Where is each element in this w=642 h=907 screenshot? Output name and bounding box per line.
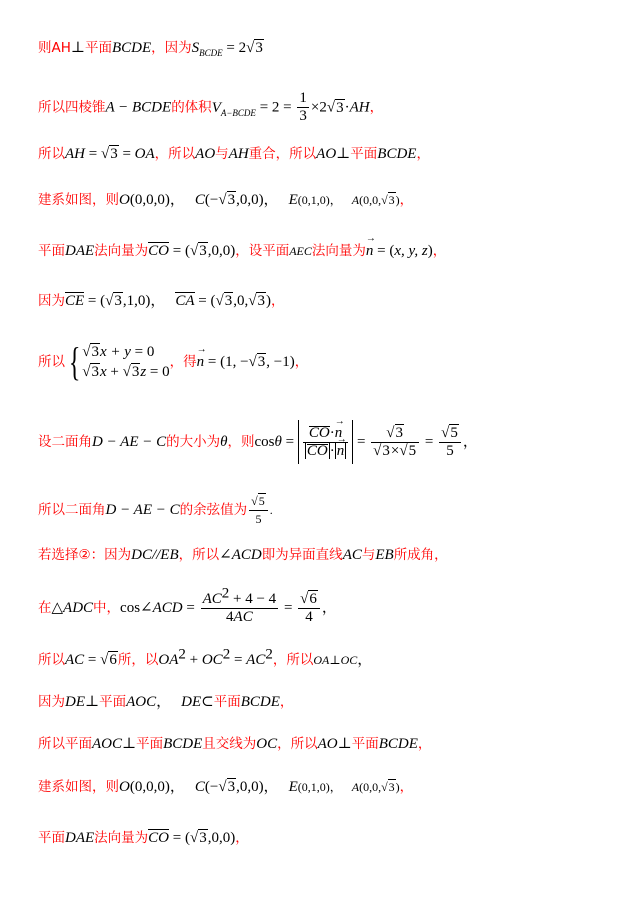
- line-1: 则AH⊥平面BCDE，因为$S_{BCDE} = 2√3$: [38, 40, 263, 58]
- line-4: 建系如图，则O(0,0,0)， C(−√3,0,0)， E(0,1,0)， A(0,0,√3)，: [38, 192, 414, 208]
- line-9: 所以二面角D − AE − C的余弦值为 $\frac{√5}{5}$ .: [38, 493, 273, 526]
- line-14: 所以平面AOC⊥平面BCDE且交线为OC，所以AO⊥平面BCDE，: [38, 736, 432, 752]
- line-7: 所以{ √3x + y = 0 √3x + √3z = 0 ，得→ n = (1, −√3, −1)，: [38, 340, 632, 384]
- line-2: 所以四棱锥A − BCDE的体积$V_{A-BCDE} = 2$ = $\frac{1}{3}$ ×2√3·AH，: [38, 90, 384, 124]
- line-16: 平面DAE法向量为CO = (√3,0,0)，: [38, 830, 249, 846]
- line-6: 因为CE = (√3,1,0)， CA = (√3,0,√3)，: [38, 293, 285, 309]
- line-12: 所以AC = √6所，以$OA^2 + OC^2 = AC^2$，所以OA⊥OC，: [38, 646, 373, 668]
- line-10: 若选择②：因为DC//EB，所以∠ACD即为异面直线AC与EB所成角，: [38, 547, 448, 563]
- line-13: 因为DE⊥平面AOC， DE⊂平面BCDE，: [38, 694, 294, 710]
- line-11: 在△ADC中，cos∠ACD = $\frac{AC^2 + 4 - 4}{4AC}$ = $\frac{√6}{4}$ ，: [38, 584, 337, 625]
- line-8: 设二面角D − AE − C的大小为θ，则cosθ = $\frac{CO\cdot\to n}{CO \cdot\to n}$ = $\frac{√3}{√3\times√5}$ = $\frac{√5}{5}$ ，: [38, 420, 632, 464]
- line-15: 建系如图，则O(0,0,0)， C(−√3,0,0)， E(0,1,0)， A(0,0,√3)，: [38, 779, 414, 795]
- line-3: 所以AH = √3 = OA，所以AO与AH重合，所以AO⊥平面BCDE，: [38, 146, 430, 162]
- line-5: 平面DAE法向量为CO = (√3,0,0)，设平面AEC法向量为→ n = (x, y, z)，: [38, 241, 632, 261]
